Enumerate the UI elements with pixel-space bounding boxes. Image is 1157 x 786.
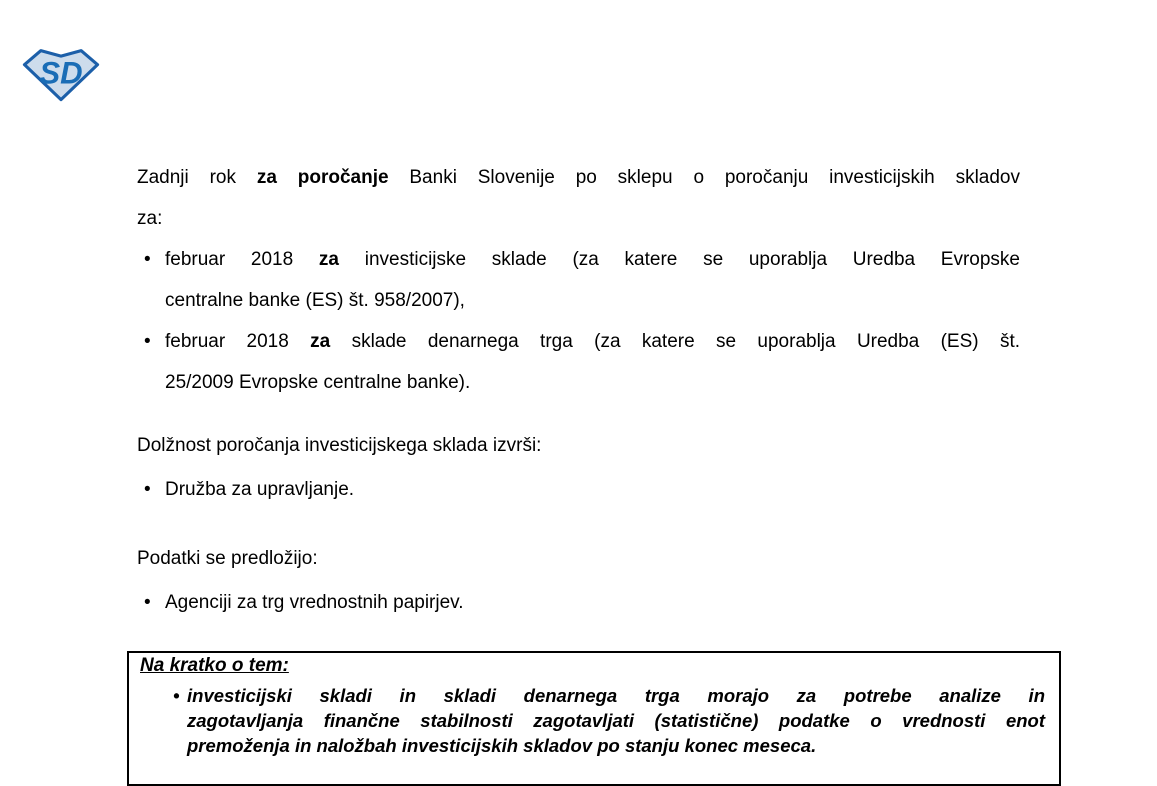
deadline-text: februar 2018 <box>165 249 319 270</box>
info-line-1: • investicijski skladi in skladi denarnega trga morajo za potrebe analize in <box>187 685 1045 706</box>
duty-heading: Dolžnost poročanja investicijskega sklada izvrši: <box>137 435 542 456</box>
info-line-2: zagotavljanja finančne stabilnosti zagotavljati (statistične) podatke o vrednosti enot <box>187 710 1045 731</box>
deadline-text: februar 2018 <box>165 331 311 352</box>
submission-list <box>137 582 1020 623</box>
deadline-1-line-2: centralne banke (ES) št. 958/2007), <box>165 290 465 311</box>
list-item-duty <box>137 469 1020 510</box>
intro-text-cont: Banki Slovenije po sklepu o poročanju investicijskih skladov <box>388 167 1020 188</box>
list-item-info <box>140 683 1045 758</box>
sd-diamond-logo-icon <box>21 46 101 102</box>
document-body <box>137 157 1020 623</box>
deadline-bold-text: za <box>318 249 339 270</box>
submission-heading: Podatki se predložijo: <box>137 548 318 569</box>
deadline-bold-text: za <box>310 331 331 352</box>
deadline-2-line-2: 25/2009 Evropske centralne banke). <box>165 372 471 393</box>
deadline-text-cont: sklade denarnega trga (za katere se uporablja Uredba (ES) št. <box>330 331 1020 352</box>
deadline-list <box>137 239 1020 403</box>
intro-line-2: za: <box>137 208 163 229</box>
info-line-3: premoženja in naložbah investicijskih skladov po stanju konec meseca. <box>187 735 817 756</box>
submission-bullet-text: • Agenciji za trg vrednostnih papirjev. <box>165 592 464 613</box>
info-box-heading <box>140 654 1045 678</box>
deadline-2-line-1 <box>165 321 1020 362</box>
deadline-1-line-1 <box>165 239 1020 280</box>
intro-text: Zadnji rok <box>137 167 257 188</box>
deadline-text-cont: investicijske sklade (za katere se uporablja Uredba Evropske <box>339 249 1020 270</box>
list-item-submission <box>137 582 1020 623</box>
logo-letters: SD <box>39 55 83 91</box>
list-item-deadline-2 <box>137 321 1020 403</box>
intro-line-1 <box>137 157 1020 198</box>
info-box-heading-text: Na kratko o tem: <box>140 655 289 676</box>
duty-list <box>137 469 1020 510</box>
duty-bullet-text: • Družba za upravljanje. <box>165 479 355 500</box>
intro-bold-text: za poročanje <box>256 167 389 188</box>
intro-paragraph <box>137 157 1020 239</box>
info-box <box>127 651 1061 786</box>
list-item-deadline-1 <box>137 239 1020 321</box>
